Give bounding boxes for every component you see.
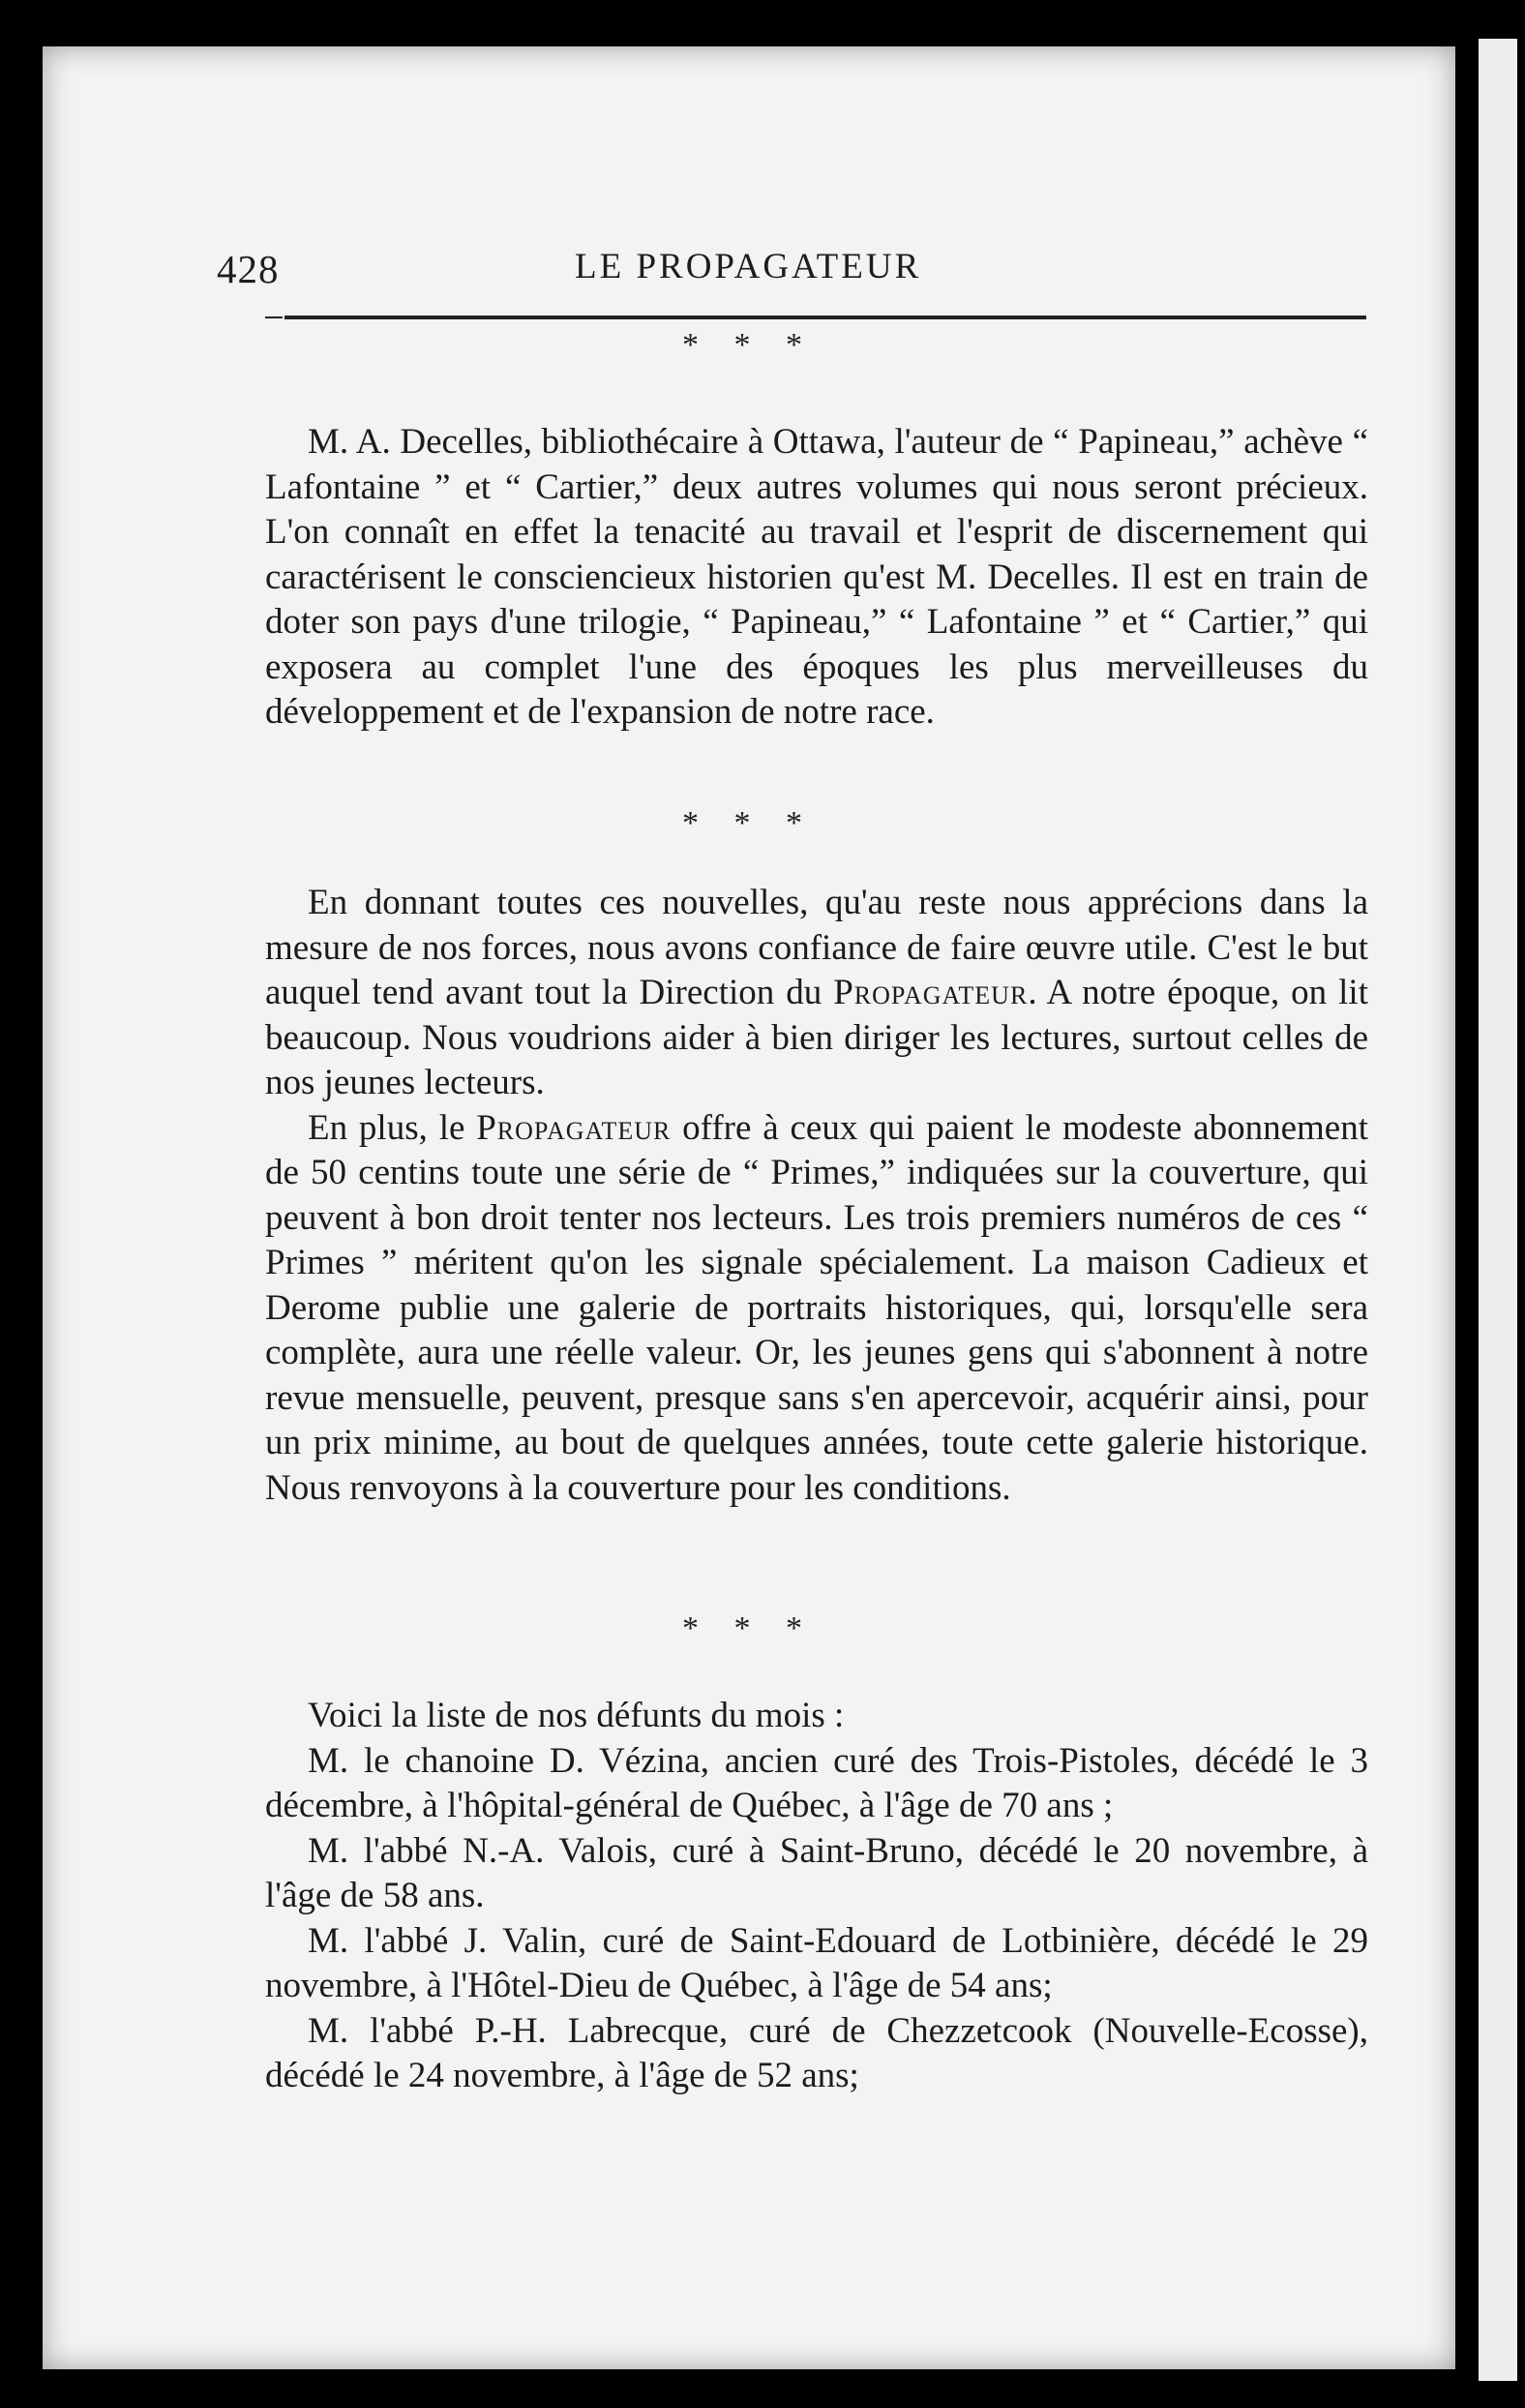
next-page-edge bbox=[1479, 39, 1517, 2381]
book-page bbox=[43, 46, 1455, 2369]
paragraph-primes-text-2: offre à ceux qui paient le modeste abonnement de 50 centins toute une série de “ Primes,” indiquées sur la couverture, qui peuvent à bon droit tenter nos lecteurs. Les trois premiers numéros de ces “ Primes ” méritent qu'on les signale spécialement. La maison Cadieux et Derome publie une galerie de portraits historiques, qui, lorsqu'elle sera complète, aura une réelle valeur. Or, les jeunes gens qui s'abonnent à notre revue mensuelle, peuvent, presque sans s'en apercevoir, acquérir ainsi, pour un prix minime, au bout de quelques années, toute cette galerie historique. Nous renvoyons à la couverture pour les conditions. bbox=[265, 1107, 1368, 1508]
section-separator-3: * * * bbox=[682, 1610, 816, 1646]
running-title: LE PROPAGATEUR bbox=[575, 247, 922, 286]
propagateur-name: Propagateur bbox=[833, 973, 1029, 1012]
obituary-item: M. le chanoine D. Vézina, ancien curé des Trois-Pistoles, décédé le 3 décembre, à l'hôpital-général de Québec, à l'âge de 70 ans ; bbox=[265, 1740, 1368, 1825]
section-decelles bbox=[265, 420, 1368, 736]
paragraph-nouvelles bbox=[265, 881, 1368, 1106]
obituary-item: M. l'abbé J. Valin, curé de Saint-Edouard de Lotbinière, décédé le 29 novembre, à l'Hôtel-Dieu de Québec, à l'âge de 54 ans; bbox=[265, 1920, 1368, 2005]
page-number: 428 bbox=[217, 247, 280, 291]
obituaries-intro: Voici la liste de nos défunts du mois : bbox=[308, 1696, 845, 1735]
obituary-item: M. l'abbé N.-A. Valois, curé à Saint-Bruno, décédé le 20 novembre, à l'âge de 58 ans. bbox=[265, 1830, 1368, 1915]
paragraph-nouvelles-text-1: En donnant toutes ces nouvelles, qu'au reste nous apprécions dans la mesure de nos forces, nous avons confiance de faire œuvre utile. C'est le but auquel tend avant tout la Direction du bbox=[265, 883, 1368, 1012]
propagateur-name: Propagateur bbox=[476, 1107, 672, 1148]
section-obituaries bbox=[265, 1694, 1368, 2099]
paragraph-nouvelles-text-2: . A notre époque, on lit beaucoup. Nous voudrions aider à bien diriger les lectures, surtout celles de nos jeunes lecteurs. bbox=[265, 973, 1368, 1102]
paragraph-primes-text-1: En plus, le bbox=[308, 1107, 477, 1148]
page-header bbox=[43, 246, 1455, 304]
section-separator-2: * * * bbox=[682, 805, 816, 841]
section-separator-1: * * * bbox=[682, 327, 816, 363]
section-direction bbox=[265, 881, 1368, 1511]
header-rule bbox=[284, 316, 1366, 319]
obituary-item: M. l'abbé P.-H. Labrecque, curé de Chezzetcook (Nouvelle-Ecosse), décédé le 24 novembre, à l'âge de 52 ans; bbox=[265, 2010, 1368, 2095]
paragraph-decelles: M. A. Decelles, bibliothécaire à Ottawa, l'auteur de “ Papineau,” achève “ Lafontaine ” et “ Cartier,” deux autres volumes qui nous seront précieux. L'on connaît en effet la tenacité au travail et l'esprit de discernement qui caractérisent le consciencieux historien qu'est M. Decelles. Il est en train de doter son pays d'une trilogie, “ Papineau,” “ Lafontaine ” et “ Cartier,” qui exposera au complet l'une des époques les plus merveilleuses du développement et de l'expansion de notre race. bbox=[265, 422, 1368, 732]
header-rule-dash bbox=[265, 316, 283, 318]
paragraph-primes bbox=[265, 1106, 1368, 1512]
